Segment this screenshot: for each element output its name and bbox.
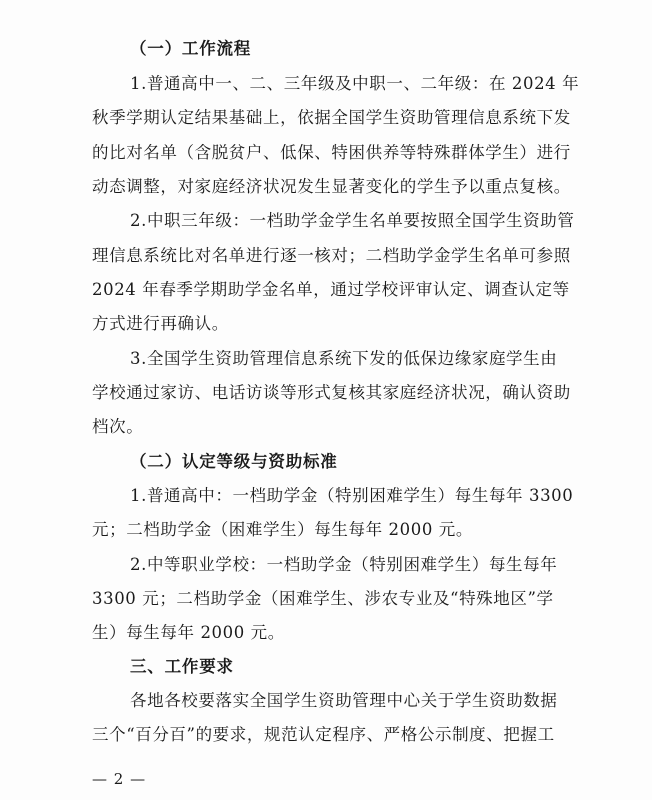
paragraph-line: 理信息系统比对名单进行逐一核对；二档助学金学生名单可参照	[92, 246, 571, 265]
paragraph-line: 2.中等职业学校：一档助学金（特别困难学生）每生每年	[130, 555, 558, 574]
paragraph-line: 各地各校要落实全国学生资助管理中心关于学生资助数据	[130, 691, 558, 710]
paragraph-line: 元；二档助学金（困难学生）每生每年 2000 元。	[92, 520, 473, 539]
paragraph-line: 1.普通高中：一档助学金（特别困难学生）每生每年 3300	[130, 486, 574, 505]
paragraph-line: 三个“百分百”的要求，规范认定程序、严格公示制度、把握工	[92, 725, 555, 744]
heading-levels: （二）认定等级与资助标准	[130, 452, 338, 471]
paragraph-line: 1.普通高中一、二、三年级及中职一、二年级：在 2024 年	[130, 74, 580, 93]
paragraph-line: 的比对名单（含脱贫户、低保、特困供养等特殊群体学生）进行	[92, 143, 571, 162]
paragraph-line: 方式进行再确认。	[92, 314, 229, 333]
paragraph-line: 3.全国学生资助管理信息系统下发的低保边缘家庭学生由	[130, 349, 558, 368]
paragraph-line: 档次。	[92, 417, 144, 436]
paragraph-line: 2.中职三年级：一档助学金学生名单要按照全国学生资助管	[130, 211, 575, 230]
paragraph-line: 秋季学期认定结果基础上，依据全国学生资助管理信息系统下发	[92, 108, 571, 127]
paragraph-line: 生）每生每年 2000 元。	[92, 623, 285, 642]
paragraph-line: 学校通过家访、电话访谈等形式复核其家庭经济状况，确认资助	[92, 383, 571, 402]
paragraph-line: 3300 元；二档助学金（困难学生、涉农专业及“特殊地区”学	[92, 589, 554, 608]
paragraph-line: 2024 年春季学期助学金名单，通过学校评审认定、调查认定等	[92, 280, 570, 299]
paragraph-line: 动态调整，对家庭经济状况发生显著变化的学生予以重点复核。	[92, 177, 571, 196]
page-number: — 2 —	[92, 770, 147, 788]
section-title: 三、工作要求	[130, 657, 234, 676]
heading-workflow: （一）工作流程	[130, 39, 252, 58]
